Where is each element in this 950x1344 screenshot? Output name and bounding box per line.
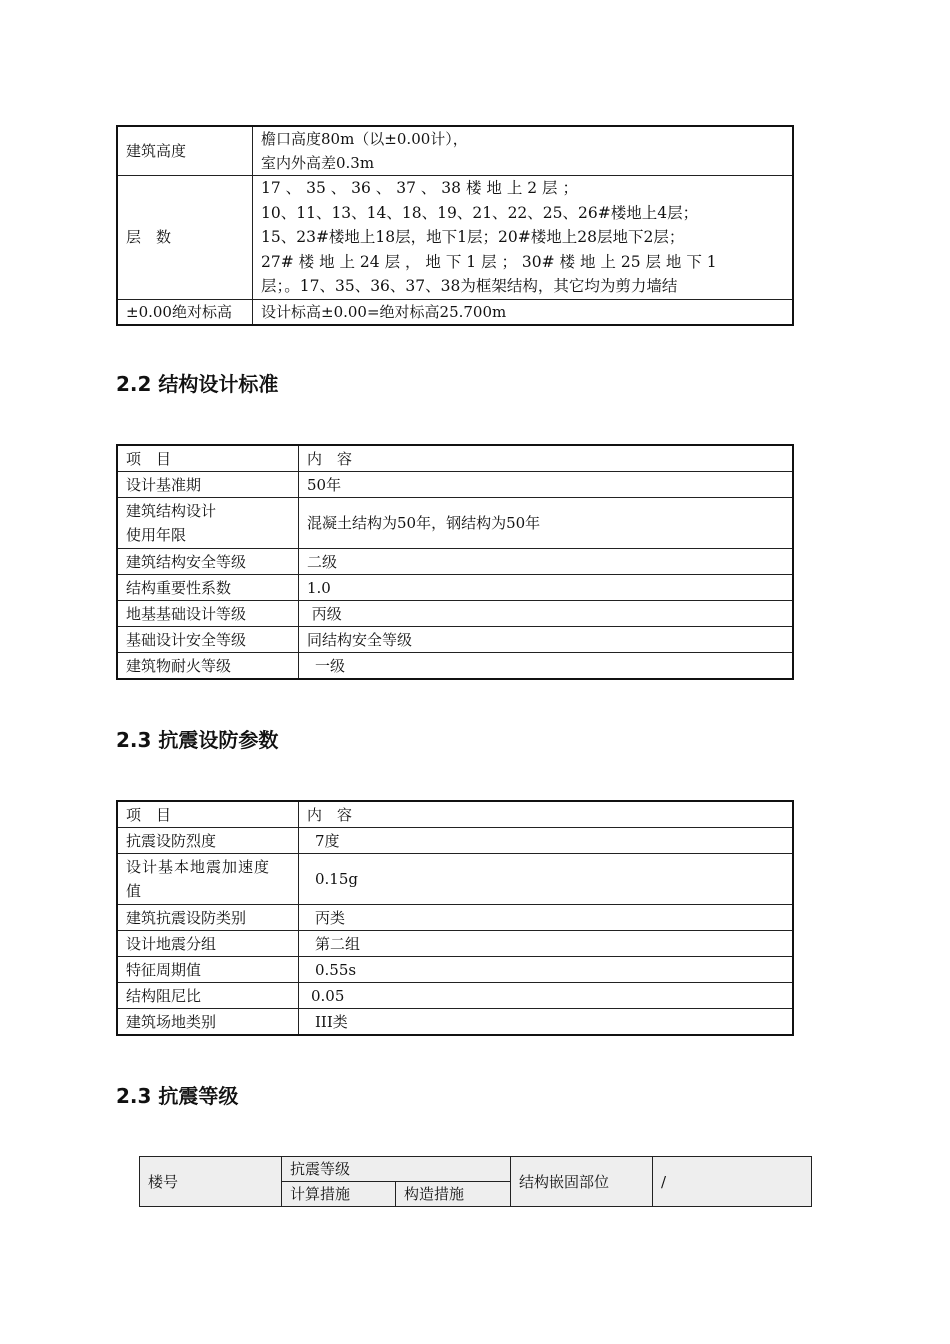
seismic-grade-table (139, 1156, 812, 1207)
seismic-grade-header: 抗震等级 (282, 1157, 511, 1182)
row-content: III类 (299, 1009, 794, 1036)
header-content: 内 容 (299, 801, 794, 828)
row-item: 基础设计安全等级 (117, 627, 299, 653)
table-row (117, 601, 793, 627)
table-row (117, 653, 793, 680)
row-content: 0.55s (299, 957, 794, 983)
table-row (117, 1009, 793, 1036)
building-no-header: 楼号 (140, 1157, 282, 1207)
row-item: 结构阻尼比 (117, 983, 299, 1009)
table-row (117, 472, 793, 498)
row-item: 设计基准期 (117, 472, 299, 498)
header-content: 内 容 (299, 445, 794, 472)
row-item: 建筑抗震设防类别 (117, 905, 299, 931)
table-row (117, 957, 793, 983)
table-row (117, 627, 793, 653)
table-row (117, 905, 793, 931)
floors-line: 层；。17、35、36、37、38为框架结构，其它均为剪力墙结 (261, 277, 678, 295)
row-content: 一级 (299, 653, 794, 680)
table-row (117, 498, 793, 549)
building-info-table (116, 125, 794, 326)
row-content: 混凝土结构为50年，钢结构为50年 (299, 498, 794, 549)
seismic-parameter-table (116, 800, 794, 1036)
row-item: 抗震设防烈度 (117, 828, 299, 854)
table-row (117, 126, 793, 176)
row-content: 50年 (299, 472, 794, 498)
header-item: 项 目 (117, 445, 299, 472)
structure-standard-table (116, 444, 794, 680)
slash-cell: / (653, 1157, 812, 1207)
height-value-line1: 檐口高度80m（以±0.00计）， (261, 130, 468, 148)
table-row (117, 983, 793, 1009)
section-title: 2.3 抗震等级 (116, 1084, 239, 1108)
elevation-label: ±0.00绝对标高 (117, 299, 253, 325)
row-content: 1.0 (299, 575, 794, 601)
elevation-value: 设计标高±0.00=绝对标高25.700m (253, 299, 794, 325)
row-content: 0.05 (299, 983, 794, 1009)
row-item: 建筑结构安全等级 (117, 549, 299, 575)
section-title: 2.3 抗震设防参数 (116, 728, 279, 752)
header-item: 项 目 (117, 801, 299, 828)
row-content: 丙级 (299, 601, 794, 627)
row-content: 二级 (299, 549, 794, 575)
row-item-line2: 使用年限 (126, 526, 187, 544)
floors-label: 层 数 (117, 176, 253, 300)
row-item: 特征周期值 (117, 957, 299, 983)
construct-measure-header: 构造措施 (396, 1182, 511, 1207)
row-content: 第二组 (299, 931, 794, 957)
floors-line: 27# 楼 地 上 24 层 ， 地 下 1 层 ； 30# 楼 地 上 25 层 地 下 1 (261, 252, 717, 271)
table-row (117, 828, 793, 854)
building-height-value (253, 126, 794, 176)
row-item: 建筑场地类别 (117, 1009, 299, 1036)
table-header-row (140, 1157, 812, 1182)
floors-line: 15、23#楼地上18层，地下1层；20#楼地上28层地下2层； (261, 228, 685, 246)
calc-measure-header: 计算措施 (282, 1182, 396, 1207)
table-row (117, 575, 793, 601)
embed-position-header: 结构嵌固部位 (511, 1157, 653, 1207)
table-row (117, 176, 793, 300)
table-header-row (117, 445, 793, 472)
row-content: 同结构安全等级 (299, 627, 794, 653)
row-content: 7度 (299, 828, 794, 854)
row-content: 0.15g (299, 854, 794, 905)
row-content: 丙类 (299, 905, 794, 931)
row-item-line2: 值 (126, 882, 143, 900)
section-title: 2.2 结构设计标准 (116, 372, 279, 396)
building-height-label: 建筑高度 (117, 126, 253, 176)
row-item-line1: 设计基本地震加速度 (126, 858, 271, 876)
row-item: 地基基础设计等级 (117, 601, 299, 627)
table-row (117, 931, 793, 957)
table-row (117, 549, 793, 575)
row-item: 结构重要性系数 (117, 575, 299, 601)
table-header-row (117, 801, 793, 828)
row-item (117, 498, 299, 549)
row-item: 建筑物耐火等级 (117, 653, 299, 680)
row-item-line1: 建筑结构设计 (126, 502, 217, 520)
table-row (117, 299, 793, 325)
floors-value (253, 176, 794, 300)
floors-line: 17 、 35 、 36 、 37 、 38 楼 地 上 2 层 ； (261, 179, 578, 197)
height-value-line2: 室内外高差0.3m (261, 154, 375, 172)
table-row (117, 854, 793, 905)
row-item (117, 854, 299, 905)
row-item: 设计地震分组 (117, 931, 299, 957)
floors-line: 10、11、13、14、18、19、21、22、25、26#楼地上4层； (261, 203, 699, 222)
